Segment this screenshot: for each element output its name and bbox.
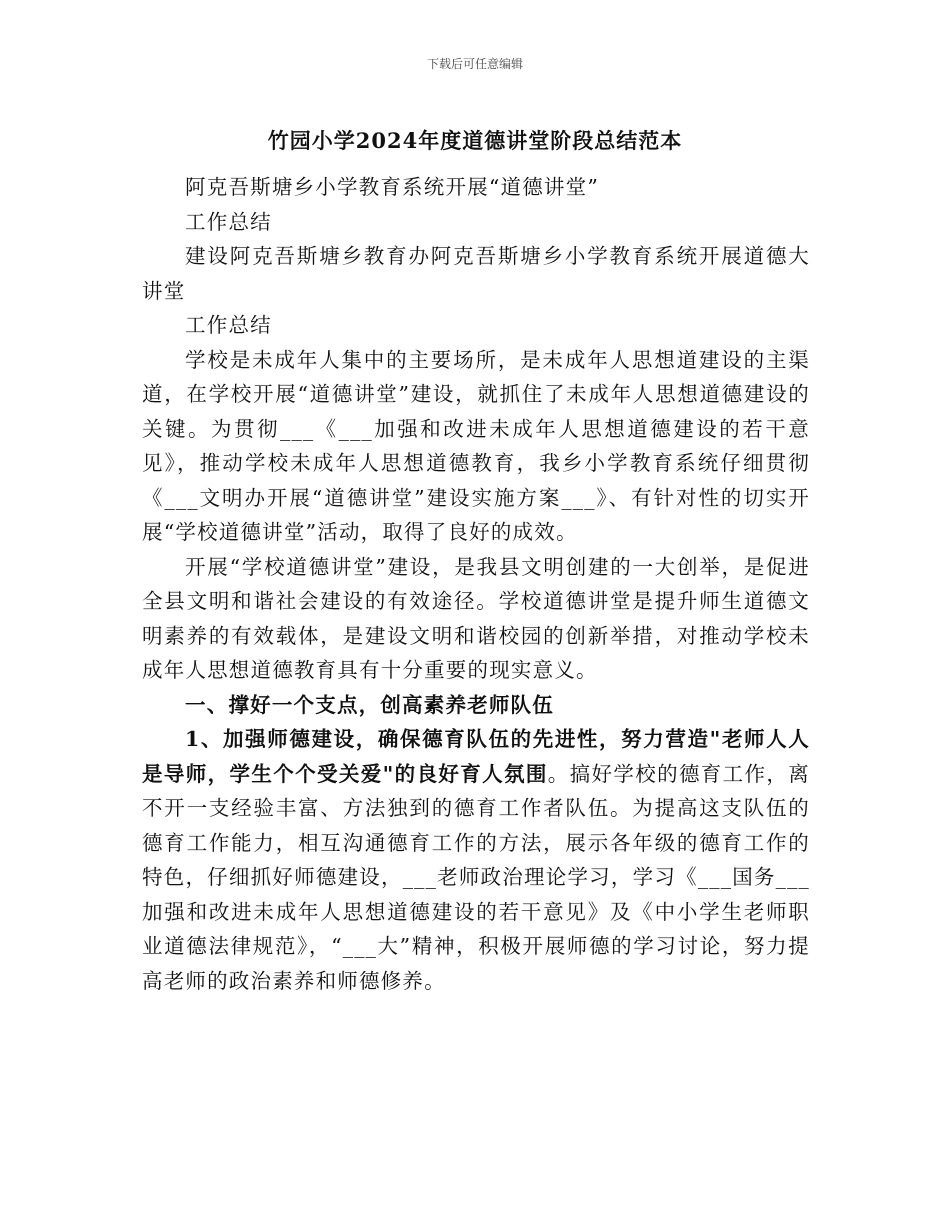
document-body [142,170,810,998]
paragraph-7-lead: 1、加强师德建设，确保德育队伍的先进性，努力营造"老师人人是导师，学生个个受关爱"的良好育人氛围 [142,727,810,786]
paragraph-7-body: 。搞好学校的德育工作，离不开一支经验丰富、方法独到的德育工作者队伍。为提高这支队伍的德育工作能力，相互沟通德育工作的方法，展示各年级的德育工作的特色，仔细抓好师德建设，___老师政治理论学习，学习《___国务___加强和改进未成年人思想道德建设的若干意见》及《中小学生老师职业道德法律规范》，“___大”精神，积极开展师德的学习讨论，努力提高老师的政治素养和师德修养。 [142,761,810,993]
paragraph-2: 工作总结 [185,209,272,234]
document-title: 竹园小学2024年度道德讲堂阶段总结范本 [267,128,683,153]
paragraph-4: 工作总结 [185,313,272,337]
paragraph-6: 开展“学校道德讲堂”建设，是我县文明创建的一大创举，是促进全县文明和谐社会建设的有效途径。学校道德讲堂是提升师生道德文明素养的有效载体，是建设文明和谐校园的创新举措，对推动学校未成年人思想道德教育具有十分重要的现实意义。 [142,554,810,682]
paragraph-3: 建设阿克吾斯塘乡教育办阿克吾斯塘乡小学教育系统开展道德大讲堂 [142,244,810,303]
header-note: 下载后可任意编辑 [426,57,523,71]
paragraph-7 [142,722,810,998]
section-heading-1: 一、撑好一个支点，创高素养老师队伍 [185,692,554,717]
paragraph-1: 阿克吾斯塘乡小学教育系统开展“道德讲堂” [185,175,600,199]
paragraph-5: 学校是未成年人集中的主要场所，是未成年人思想道建设的主渠道，在学校开展“道德讲堂”建设，就抓住了未成年人思想道德建设的关键。为贯彻___《___加强和改进未成年人思想道德建设的若干意见》，推动学校未成年人思想道德教育，我乡小学教育系统仔细贯彻《___文明办开展“道德讲堂”建设实施方案___》、有针对性的切实开展“学校道德讲堂”活动，取得了良好的成效。 [142,347,810,544]
